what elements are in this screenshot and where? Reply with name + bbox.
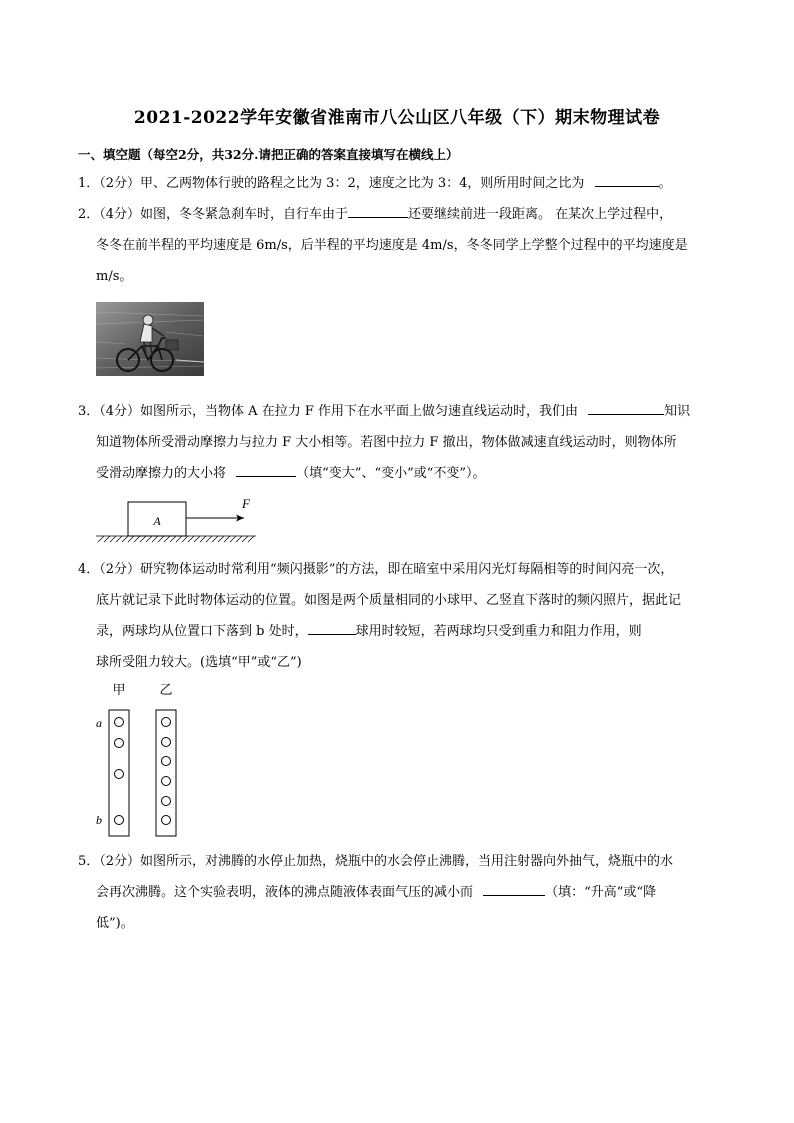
q3-answer-blank-1[interactable] bbox=[588, 400, 664, 415]
label-yi: 乙 bbox=[159, 683, 173, 698]
q4-text-2: 底片就记录下此时物体运动的位置。如图是两个质量相同的小球甲、乙竖直下落时的频闪照片，据此记 bbox=[96, 593, 682, 608]
q2-text-1b: 还要继续前进一段距离。 在某次上学过程中， bbox=[408, 207, 673, 222]
q3-text-3a: 受滑动摩擦力的大小将 bbox=[96, 466, 227, 481]
q4-text-1: 4．（2分）研究物体运动时常利用“频闪摄影”的方法，即在暗室中采用闪光灯每隔相等的时间闪亮一次， bbox=[78, 562, 674, 577]
q5-text-1: 5．（2分）如图所示，对沸腾的水停止加热，烧瓶中的水会停止沸腾，当用注射器向外抽气，烧瓶中的水 bbox=[78, 854, 674, 869]
block-force-diagram bbox=[96, 494, 256, 544]
question-5 bbox=[78, 846, 728, 939]
page-title: 2021-2022学年安徽省淮南市八公山区八年级（下）期末物理试卷 bbox=[133, 108, 661, 128]
q2-text-1a: 2．（4分）如图，冬冬紧急刹车时，自行车由于 bbox=[78, 207, 349, 222]
q5-text-2b: （填：“升高”或“降 bbox=[545, 885, 657, 900]
question-3 bbox=[78, 396, 728, 489]
label-a: a bbox=[96, 716, 102, 730]
q3-text-2: 知道物体所受滑动摩擦力与拉力 F 大小相等。若图中拉力 F 撤出，物体做减速直线运动时，则物体所 bbox=[96, 435, 677, 450]
bicycle-braking-photo bbox=[96, 302, 204, 376]
q4-text-4: 球所受阻力较大。(选填“甲”或“乙”) bbox=[96, 655, 302, 670]
section-heading: 一、填空题（每空2分，共32分.请把正确的答案直接填写在横线上） bbox=[78, 147, 459, 162]
q4-answer-blank-1[interactable] bbox=[308, 620, 356, 635]
label-b: b bbox=[96, 813, 102, 827]
question-2 bbox=[78, 199, 728, 292]
block-label: A bbox=[153, 514, 161, 528]
strobe-photo-diagram bbox=[92, 680, 202, 840]
q4-text-3b: 球用时较短，若两球均只受到重力和阻力作用，则 bbox=[355, 624, 642, 639]
q3-text-1b: 知识 bbox=[664, 404, 691, 419]
q1-answer-blank[interactable] bbox=[595, 172, 659, 187]
question-4 bbox=[78, 554, 728, 678]
label-jia: 甲 bbox=[112, 683, 126, 698]
q2-text-2: 冬冬在前半程的平均速度是 6m/s，后半程的平均速度是 4m/s，冬冬同学上学整个过程中的平均速度是 bbox=[96, 238, 688, 253]
q1-suffix: 。 bbox=[658, 176, 672, 191]
q5-text-3: 低”)。 bbox=[96, 916, 134, 931]
q3-text-1a: 3．（4分）如图所示，当物体 A 在拉力 F 作用下在水平面上做匀速直线运动时，我们由 bbox=[78, 404, 578, 419]
q3-answer-blank-2[interactable] bbox=[236, 462, 296, 477]
q5-answer-blank[interactable] bbox=[483, 881, 545, 896]
q2-answer-blank-1[interactable] bbox=[348, 203, 408, 218]
q3-text-3b: （填“变大”、“变小”或“不变”）。 bbox=[296, 466, 486, 481]
q5-text-2a: 会再次沸腾。这个实验表明，液体的沸点随液体表面气压的减小而 bbox=[96, 885, 474, 900]
q1-text: 1．（2分）甲、乙两物体行驶的路程之比为 3：2，速度之比为 3：4，则所用时间之比为 bbox=[78, 176, 585, 191]
q4-text-3a: 录，两球均从位置口下落到 b 处时， bbox=[96, 624, 308, 639]
force-label: F bbox=[242, 496, 250, 511]
q2-text-3: m/s。 bbox=[96, 269, 133, 284]
question-1 bbox=[78, 168, 728, 199]
